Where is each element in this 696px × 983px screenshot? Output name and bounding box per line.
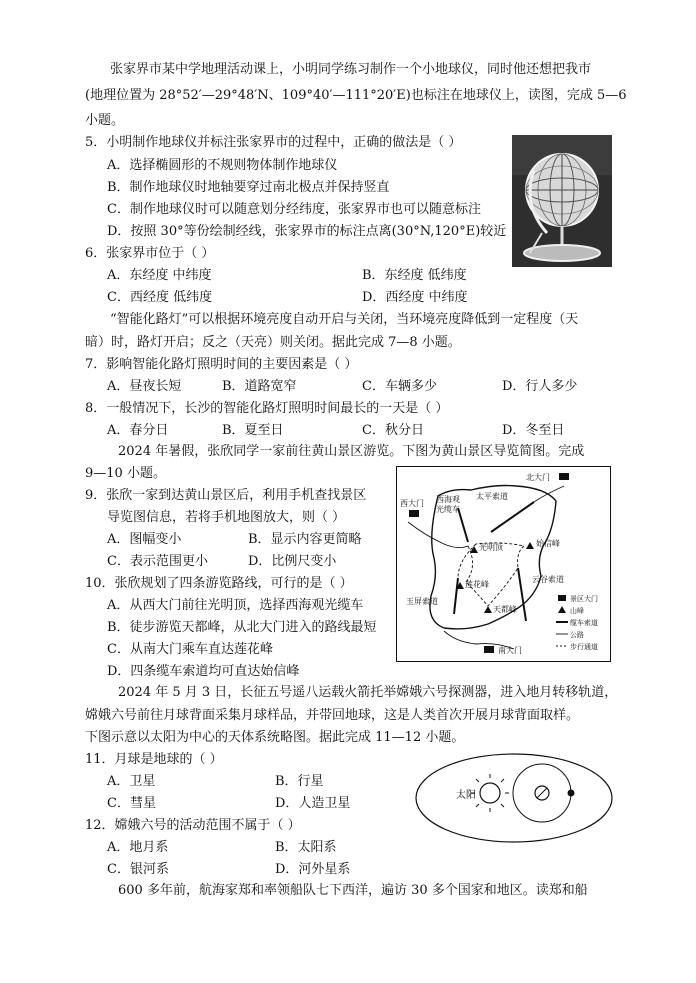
map-label-south-gate: 南大门 bbox=[498, 646, 522, 655]
question-8-stem: 8．一般情况下，长沙的智能化路灯照明时间最长的一天是（ ） bbox=[85, 401, 449, 416]
question-8-option-b: B．夏至日 bbox=[222, 423, 284, 438]
map-label-yungu: 云谷索道 bbox=[532, 575, 564, 584]
question-8-option-a: A．春分日 bbox=[107, 423, 169, 438]
question-6-option-c: C．西经度 低纬度 bbox=[107, 290, 213, 305]
globe-photo bbox=[512, 135, 612, 267]
intro4-line3: 下图示意以太阳为中心的天体系统略图。据此完成 11—12 小题。 bbox=[85, 730, 465, 745]
intro3-line1: 2024 年暑假，张欣同学一家前往黄山景区游览。下图为黄山景区导览简图。完成 bbox=[118, 444, 585, 459]
question-11-option-c: C．彗星 bbox=[107, 796, 156, 811]
question-12-option-c: C．银河系 bbox=[107, 862, 169, 877]
map-label-west-sea-1: 西海观 bbox=[436, 495, 460, 504]
question-10-option-a: A．从西大门前往光明顶，选择西海观光缆车 bbox=[107, 598, 364, 613]
question-12-option-a: A．地月系 bbox=[107, 840, 169, 855]
intro4-line1: 2024 年 5 月 3 日，长征五号遥八运载火箭托举嫦娥六号探测器，进入地月转移轨道， bbox=[118, 685, 618, 700]
legend-walk: 步行通道 bbox=[570, 643, 598, 651]
question-10-option-c: C．从南大门乘车直达莲花峰 bbox=[107, 642, 273, 657]
question-5-option-d: D．按照 30°等份绘制经线，张家界市的标注点离(30°N,120°E)较近 bbox=[107, 224, 507, 239]
question-6-option-a: A．东经度 中纬度 bbox=[107, 268, 212, 283]
question-9-option-c: C．表示范围更小 bbox=[107, 554, 208, 569]
intro1-line1: 张家界市某中学地理活动课上，小明同学练习制作一个小地球仪，同时他还想把我市 bbox=[110, 62, 592, 77]
earth-orbit bbox=[416, 754, 612, 842]
question-11-option-a: A．卫星 bbox=[107, 774, 156, 789]
map-label-west-gate: 西大门 bbox=[400, 499, 424, 508]
moon-icon bbox=[568, 790, 575, 797]
earth-icon bbox=[535, 786, 549, 800]
legend-peak: 山峰 bbox=[570, 607, 584, 615]
question-6-option-d: D．西经度 中纬度 bbox=[362, 290, 468, 305]
question-10-stem: 10．张欣规划了四条游览路线，可行的是（ ） bbox=[85, 576, 353, 591]
sun-icon bbox=[471, 774, 509, 812]
intro5-line1: 600 多年前，航海家郑和率领船队七下西洋，遍访 30 多个国家和地区。读郑和船 bbox=[118, 883, 588, 898]
intro2-line1: “智能化路灯”可以根据环境亮度自动开启与关闭，当环境亮度降低到一定程度（天 bbox=[110, 312, 579, 327]
question-9-option-d: D．比例尺变小 bbox=[248, 554, 337, 569]
question-10-option-b: B．徒步游览天都峰，从北大门进入的路线最短 bbox=[107, 620, 377, 635]
question-11-option-d: D．人造卫星 bbox=[275, 796, 351, 811]
question-12-option-b: B．太阳系 bbox=[275, 840, 337, 855]
map-label-taiping: 太平索道 bbox=[476, 492, 508, 501]
question-9-option-b: B．显示内容更简略 bbox=[248, 532, 362, 547]
intro4-line2: 嫦娥六号前往月球背面采集月球样品，并带回地球，这是人类首次开展月球背面取样。 bbox=[85, 708, 580, 723]
question-5-option-b: B．制作地球仪时地轴要穿过南北极点并保持竖直 bbox=[107, 180, 390, 195]
question-7-option-a: A．昼夜长短 bbox=[107, 379, 182, 394]
question-9-stem-line1: 9．张欣一家到达黄山景区后，利用手机查找景区 bbox=[85, 488, 367, 503]
question-6-option-b: B．东经度 低纬度 bbox=[362, 268, 467, 283]
question-12-stem: 12．嫦娥六号的活动范围不属于（ ） bbox=[85, 818, 301, 833]
question-6-stem: 6．张家界市位于（ ） bbox=[85, 246, 215, 261]
question-12-option-d: D．河外星系 bbox=[275, 862, 351, 877]
question-8-option-d: D．冬至日 bbox=[502, 423, 565, 438]
solar-system-diagram bbox=[412, 748, 617, 848]
question-8-option-c: C．秋分日 bbox=[362, 423, 424, 438]
question-7-option-b: B．道路宽窄 bbox=[222, 379, 297, 394]
question-11-option-b: B．行星 bbox=[275, 774, 324, 789]
question-5-stem: 5．小明制作地球仪并标注张家界市的过程中，正确的做法是（ ） bbox=[85, 135, 462, 150]
map-label-yuping: 玉屏索道 bbox=[406, 597, 438, 606]
question-9-stem-line2: 导览图信息，若将手机地图放大，则（ ） bbox=[107, 510, 346, 525]
intro1-line2: (地理位置为 28°52′—29°48′N、109°40′—111°20′E)也标注在地球仪上，读图，完成 5—6 bbox=[85, 88, 627, 103]
map-label-lianhuafeng: 莲花峰 bbox=[465, 580, 489, 589]
sun-label: 太阳 bbox=[456, 790, 476, 801]
question-7-option-c: C．车辆多少 bbox=[362, 379, 437, 394]
map-label-west-sea-2: 光缆车 bbox=[436, 505, 460, 514]
map-label-north-gate: 北大门 bbox=[526, 473, 550, 482]
question-9-option-a: A．图幅变小 bbox=[107, 532, 182, 547]
intro1-line3: 小题。 bbox=[85, 113, 125, 128]
map-label-shixinfeng: 始信峰 bbox=[536, 539, 560, 548]
question-5-option-a: A．选择椭圆形的不规则物体制作地球仪 bbox=[107, 158, 338, 173]
map-label-guangmingding: 光明顶 bbox=[479, 543, 503, 552]
map-label-tiandufeng: 天都峰 bbox=[493, 605, 517, 614]
question-11-stem: 11．月球是地球的（ ） bbox=[85, 752, 223, 767]
question-5-option-c: C．制作地球仪时可以随意划分经纬度，张家界市也可以随意标注 bbox=[107, 202, 481, 217]
legend-road: 公路 bbox=[570, 631, 584, 639]
legend-cable: 缆车索道 bbox=[570, 619, 598, 627]
question-10-option-d: D．四条缆车索道均可直达始信峰 bbox=[107, 664, 300, 679]
legend-gate: 景区大门 bbox=[570, 595, 598, 603]
question-7-stem: 7．影响智能化路灯照明时间的主要因素是（ ） bbox=[85, 357, 358, 372]
huangshan-map bbox=[396, 466, 611, 662]
intro3-line2: 9—10 小题。 bbox=[85, 466, 166, 481]
question-7-option-d: D．行人多少 bbox=[502, 379, 578, 394]
intro2-line2: 暗）时，路灯开启；反之（天亮）则关闭。据此完成 7—8 小题。 bbox=[85, 335, 461, 350]
